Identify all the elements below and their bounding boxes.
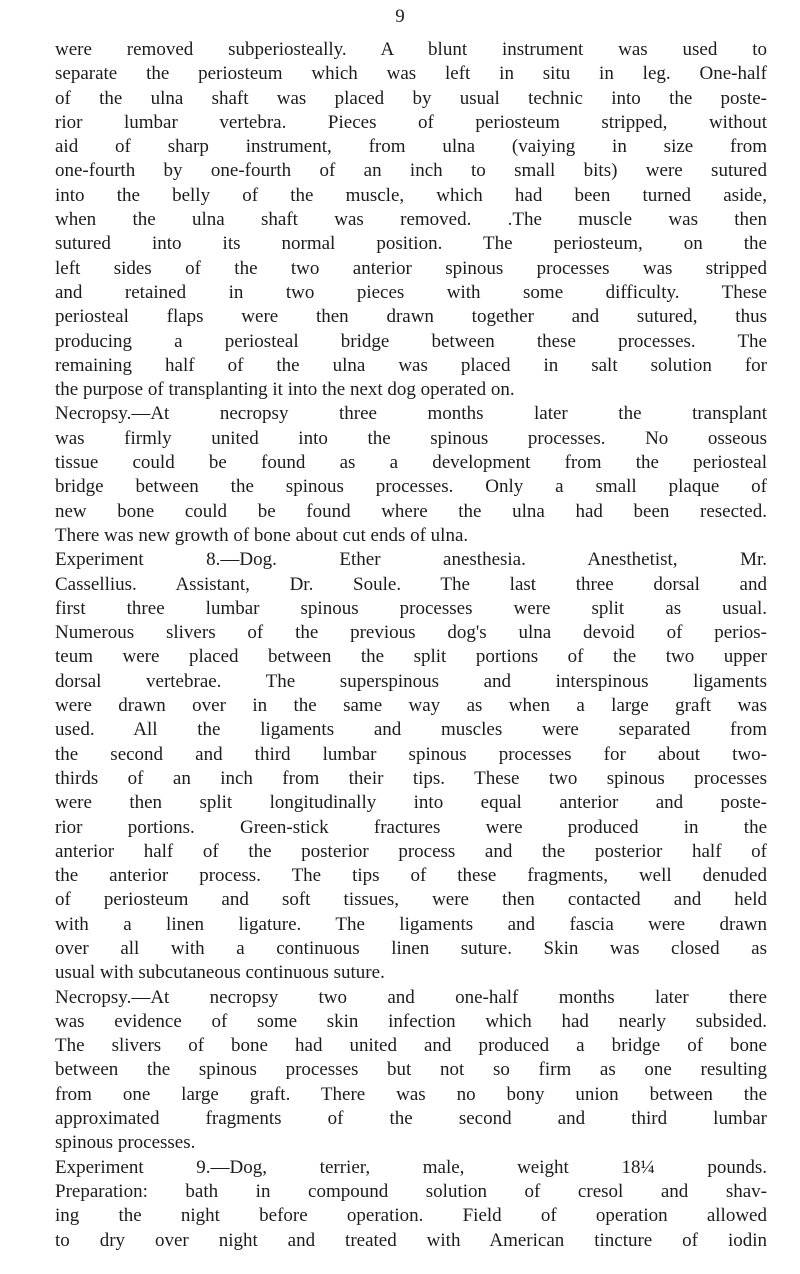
text-line: spinous processes. bbox=[55, 1132, 196, 1154]
text-line: producing a periosteal bridge between these processes. The bbox=[55, 330, 767, 352]
text-line: Cassellius. Assistant, Dr. Soule. The last three dorsal and bbox=[55, 573, 767, 595]
text-line: first three lumbar spinous processes were split as usual. bbox=[55, 597, 767, 619]
text-line: were drawn over in the same way as when a large graft was bbox=[55, 695, 767, 717]
text-line: Experiment 8.—Dog. Ether anesthesia. Anesthetist, Mr. bbox=[55, 549, 767, 571]
body-text bbox=[55, 38, 767, 1253]
page-number: 9 bbox=[395, 6, 405, 27]
text-line: of the ulna shaft was placed by usual technic into the poste- bbox=[55, 87, 767, 109]
text-line: the anterior process. The tips of these fragments, well denuded bbox=[55, 865, 767, 887]
text-line: was firmly united into the spinous processes. No osseous bbox=[55, 427, 767, 449]
text-line: dorsal vertebrae. The superspinous and interspinous ligaments bbox=[55, 670, 767, 692]
text-line: were removed subperiosteally. A blunt instrument was used to bbox=[55, 39, 767, 60]
text-line: anterior half of the posterior process and the posterior half of bbox=[55, 840, 767, 862]
text-line: bridge between the spinous processes. Only a small plaque of bbox=[55, 476, 767, 498]
text-line: thirds of an inch from their tips. These two spinous processes bbox=[55, 767, 767, 789]
text-line: new bone could be found where the ulna had been resected. bbox=[55, 500, 767, 522]
text-line: separate the periosteum which was left in situ in leg. One-half bbox=[55, 63, 767, 85]
text-line: Experiment 9.—Dog, terrier, male, weight 18¼ pounds. bbox=[55, 1156, 767, 1178]
text-line: remaining half of the ulna was placed in salt solution for bbox=[55, 354, 767, 376]
text-line: left sides of the two anterior spinous processes was stripped bbox=[55, 257, 767, 279]
text-line: used. All the ligaments and muscles were separated from bbox=[55, 719, 767, 741]
text-line: The slivers of bone had united and produced a bridge of bone bbox=[55, 1035, 767, 1057]
text-line: and retained in two pieces with some difficulty. These bbox=[55, 281, 767, 303]
text-line: There was new growth of bone about cut ends of ulna. bbox=[55, 524, 469, 546]
text-line: Necropsy.—At necropsy two and one-half months later there bbox=[55, 986, 767, 1008]
text-line: aid of sharp instrument, from ulna (vaiying in size from bbox=[55, 136, 767, 158]
text-line: usual with subcutaneous continuous suture. bbox=[55, 962, 385, 984]
text-line: approximated fragments of the second and third lumbar bbox=[55, 1108, 767, 1130]
text-line: Necropsy.—At necropsy three months later the transplant bbox=[55, 403, 767, 425]
text-line: when the ulna shaft was removed. .The muscle was then bbox=[55, 209, 767, 231]
text-line: was evidence of some skin infection which had nearly subsided. bbox=[55, 1010, 767, 1032]
text-line: over all with a continuous linen suture. Skin was closed as bbox=[55, 937, 767, 959]
text-line: the purpose of transplanting it into the next dog operated on. bbox=[55, 379, 515, 401]
text-line: one-fourth by one-fourth of an inch to small bits) were sutured bbox=[55, 160, 767, 182]
text-line: ing the night before operation. Field of operation allowed bbox=[55, 1205, 767, 1227]
text-line: between the spinous processes but not so firm as one resulting bbox=[55, 1059, 767, 1081]
text-line: Preparation: bath in compound solution of cresol and shav- bbox=[55, 1180, 767, 1202]
text-line: of periosteum and soft tissues, were then contacted and held bbox=[55, 889, 767, 911]
text-line: rior lumbar vertebra. Pieces of periosteum stripped, without bbox=[55, 111, 767, 133]
text-line: rior portions. Green-stick fractures were produced in the bbox=[55, 816, 767, 838]
text-line: periosteal flaps were then drawn together and sutured, thus bbox=[55, 306, 767, 328]
text-line: the second and third lumbar spinous processes for about two- bbox=[55, 743, 767, 765]
text-line: were then split longitudinally into equal anterior and poste- bbox=[55, 792, 767, 814]
text-line: sutured into its normal position. The periosteum, on the bbox=[55, 233, 767, 255]
text-line: with a linen ligature. The ligaments and fascia were drawn bbox=[55, 913, 767, 935]
text-line: from one large graft. There was no bony union between the bbox=[55, 1083, 767, 1105]
text-line: into the belly of the muscle, which had been turned aside, bbox=[55, 184, 767, 206]
text-line: to dry over night and treated with American tincture of iodin bbox=[55, 1229, 767, 1251]
text-line: Numerous slivers of the previous dog's ulna devoid of perios- bbox=[55, 622, 767, 644]
text-line: tissue could be found as a development from the periosteal bbox=[55, 452, 767, 474]
text-line: teum were placed between the split portions of the two upper bbox=[55, 646, 767, 668]
